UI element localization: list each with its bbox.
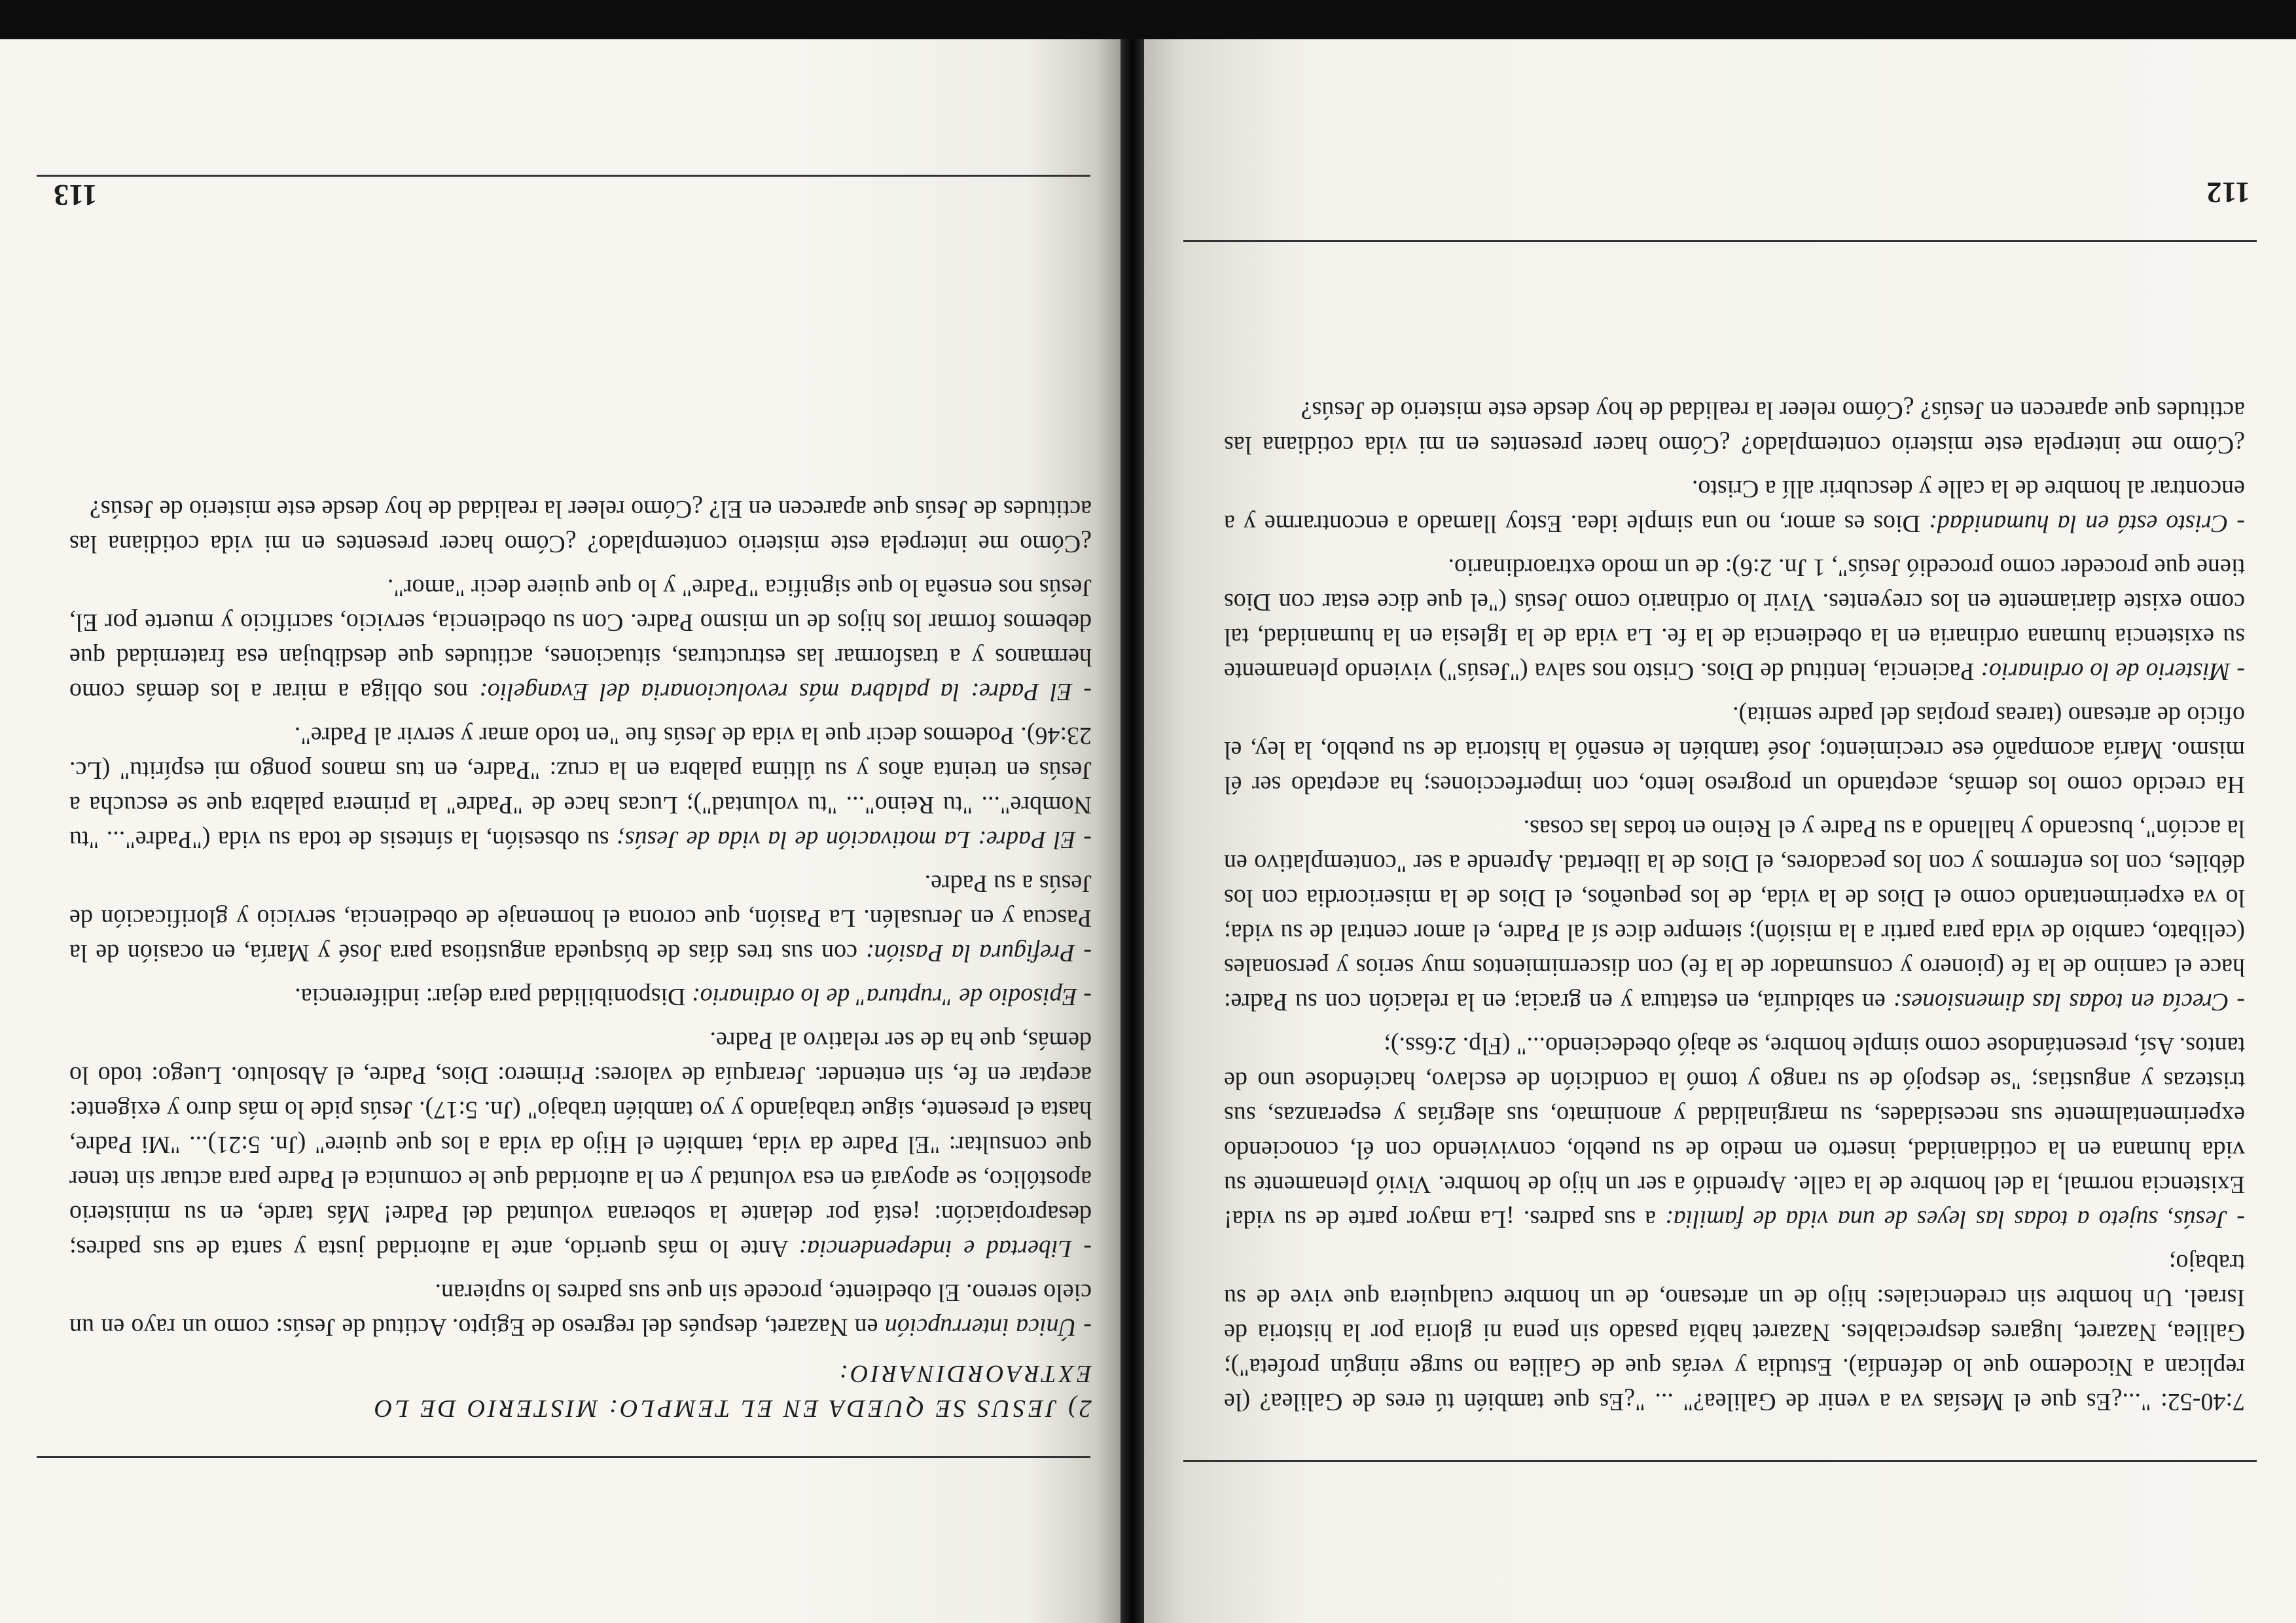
paragraph-text: con sus tres días de búsqueda angustiosa para José y María, en ocasión de la Pascua y en Jerusalén. La Pasión, que corona el homenaje de obediencia, servicio y glorificación de Jesús a su Padre. — [69, 870, 1092, 967]
paragraph — [69, 1023, 1092, 1266]
paragraph-lead: - El Padre: La motivación de la vida de Jesús; — [617, 826, 1092, 853]
left-page-body — [1224, 393, 2245, 1419]
paragraph-lead: - Crecía en todas las dimensiones: — [1893, 988, 2245, 1016]
paragraph-text: en Nazaret, después del regreso de Egipto. Actitud de Jesús: como un rayo en un cielo sereno. El obediente, procede sin que sus padres lo supieran. — [69, 1279, 1092, 1341]
paragraph-text: ¿Cómo me interpela este misterio contemplado? ¿Cómo hacer presentes en mi vida cotidiana las actitudes de Jesús que aparecen en El? ¿Cómo releer la realidad de hoy desde este misterio de Jesús? — [69, 495, 1092, 558]
paragraph-text: Disponibilidad para dejar: indiferencia. — [295, 983, 692, 1010]
footer-rule — [37, 175, 1090, 177]
paragraph-text: en sabiduría, en estatura y en gracia; en la relación con su Padre: hace el camino de la fe (pionero y consumador de la fe) con discernimientos muy serios y personales (celibato, cambio de vida para partir a la misión); siempre dice sí al Padre, el amor central de su vida; lo va experimentando como el Dios de la vida, de los pequeños, el Dios de la misericordia con los débiles, con los enfermos y con los pecadores, el Dios de la libertad. Aprende a ser "contemplativo en la acción", buscando y hallando a su Padre y el Reino en todas las cosas. — [1223, 815, 2245, 1016]
paragraph — [1224, 1245, 2245, 1419]
header-rule — [1183, 1460, 2257, 1462]
paragraph-lead: - Episodio de "ruptura" de lo ordinario: — [691, 983, 1092, 1010]
paragraph — [1224, 811, 2245, 1019]
paragraph — [1224, 1028, 2245, 1236]
paragraph — [69, 1275, 1092, 1344]
paragraph — [1224, 698, 2245, 802]
paragraph-lead: - Única interrupción — [884, 1313, 1092, 1341]
scan-edge — [0, 0, 2296, 39]
right-page — [0, 26, 1130, 1623]
paragraph — [69, 979, 1092, 1014]
paragraph-lead: - Cristo está en la humanidad: — [1929, 510, 2245, 537]
paragraph — [1224, 550, 2245, 688]
right-page-body — [69, 491, 1092, 1425]
paragraph-lead: - Prefigura la Pasión: — [865, 939, 1092, 967]
page-number: 113 — [54, 179, 98, 212]
paragraph-lead: - El Padre: la palabra más revolucionaria del Evangelio: — [479, 678, 1092, 705]
footer-rule — [1183, 240, 2257, 242]
paragraph-text: Ha crecido como los demás, aceptando un progreso lento, con imperfecciones; ha aceptado ser él mismo. María acompañó ese crecimiento; José también le enseñó la historia de su pueblo, la ley, el oficio de artesano (tareas propias del padre semita). — [1224, 702, 2245, 798]
paragraph — [69, 866, 1092, 970]
page-number: 112 — [2206, 176, 2250, 209]
section-heading: 2) JESUS SE QUEDA EN EL TEMPLO: MISTERIO DE LO — [372, 1395, 1092, 1422]
left-page — [1136, 26, 2296, 1623]
paragraph — [69, 570, 1092, 709]
paragraph-text: 7:40-52: "...¿Es que el Mesías va a venir de Galilea?" ... "¿Es que también tú eres de Galilea? (le replican a Nicodemo que lo defendía). Estudia y verás que de Galilea no surge ningún profeta"); Galilea, Nazaret, lugares despreciables. Nazaret había pasado sin pena ni gloria por la historia de Israel. Un hombre sin credenciales: hijo de un artesano, de un hombre cualquiera que vive de su trabajo; — [1224, 1249, 2245, 1416]
paragraph-text: nos obliga a mirar a los demás como hermanos y a trasformar las estructuras, situaciones, actitudes que desdibujan esa fraternidad que debemos formar los hijos de un mismo Padre. Con su obediencia, servicio, sacrificio y muerte por El, Jesús nos enseña lo que significa "Padre" y lo que quiere decir "amor". — [69, 574, 1092, 705]
paragraph-lead: - Libertad e independencia: — [798, 1235, 1092, 1262]
paragraph-text: Paciencia, lentitud de Dios. Cristo nos salva ("Jesús") viviendo plenamente su existencia humana ordinaria en la obediencia de la fe. La vida de la Iglesia en la humanidad, tal como existe diariamente en los creyentes. Vivir lo ordinario como Jesús ("el que dice estar con Dios tiene que proceder como procedió Jesús", 1 Jn. 2:6): de un modo extraordinario. — [1224, 554, 2245, 685]
paragraph-text: ¿Cómo me interpela este misterio contemplado? ¿Cómo hacer presentes en mi vida cotidiana las actitudes que aparecen en Jesús? ¿Cómo releer la realidad de hoy desde este misterio de Jesús? — [1224, 397, 2245, 459]
paragraph-text: Dios es amor, no una simple idea. Estoy llamado a encontrarme y a encontrar al hombre de la calle y descubrir allí a Cristo. — [1224, 475, 2245, 537]
paragraph-text: a sus padres. ¡La mayor parte de su vida! Existencia normal, la del hombre de la calle. Aprendió a ser un hijo de hombre. Vivió plenamente su vida humana en la cotidianidad, inserto en medio de su pueblo, conviviendo con él, conociendo experimentalmente sus necesidades, su marginalidad y anonimato, sus alegrías y esperanzas, sus tristezas y angustias; "se despojó de su rango y tomó la condición de esclavo, haciéndose uno de tantos. Así, presentándose como simple hombre, se abajó obedeciendo..." (Flp. 2:6ss.); — [1224, 1032, 2245, 1233]
paragraph-lead: - Jesús, sujeto a todas las leyes de una vida de familia: — [1665, 1205, 2245, 1233]
paragraph — [69, 718, 1092, 857]
section-heading-continued: EXTRAORDINARIO: — [836, 1360, 1092, 1387]
book-gutter — [1121, 0, 1144, 1623]
paragraph-text: Ante lo más querido, ante la autoridad justa y santa de sus padres; desapropiación: ¡está por delante la soberana voluntad del Padre! Más tarde, en su ministerio apostólico, se apoyará en esa voluntad y en la autoridad que le comunica el Padre para actuar sin tener que consultar: "El Padre da vida, también el Hijo da vida a los que quiere" (Jn. 5:21)... "Mi Padre, hasta el presente, sigue trabajando y yo también trabajo" (Jn. 5:17). Jesús pide lo más duro y exigente: aceptar en fe, sin entender. Jerarquía de valores: Primero: Dios, Padre, el Absoluto. Luego: todo lo demás, que ha de ser relativo al Padre. — [69, 1027, 1092, 1262]
paragraph-text: su obsesión, la síntesis de toda su vida ("Padre"... "tu Nombre"... "tu Reino"... "tu voluntad"); Lucas hace de "Padre" la primera palabra que se escucha a Jesús en treinta años y su última palabra en la cruz: "Padre, en tus manos pongo mi espíritu" (Lc. 23:46). Podemos decir que la vida de Jesús fue "en todo amar y servir al Padre". — [69, 722, 1092, 853]
paragraph-lead: - Misterio de lo ordinario: — [1981, 658, 2245, 685]
paragraph — [1224, 471, 2245, 541]
paragraph — [69, 491, 1092, 561]
header-rule — [37, 1456, 1090, 1458]
paragraph — [1224, 393, 2245, 462]
